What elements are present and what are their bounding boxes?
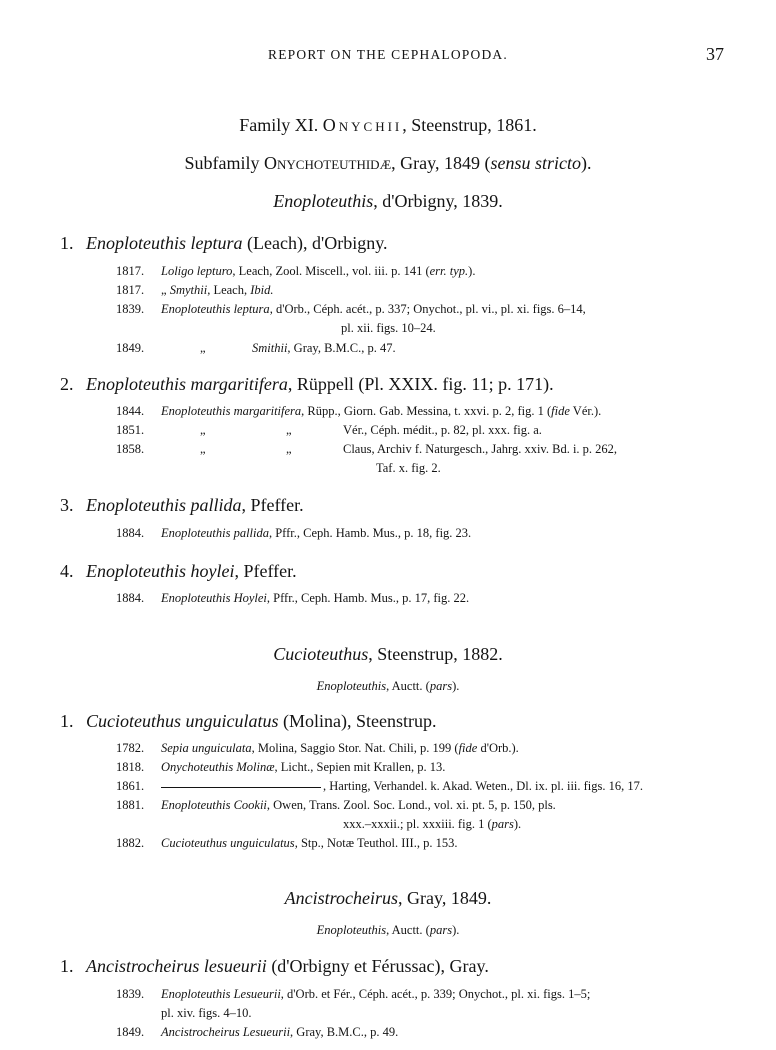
species-heading: 1. Cucioteuthus unguiculatus (Molina), Steenstrup. (60, 711, 437, 731)
reference-continuation: pl. xiv. figs. 4–10. (161, 1006, 252, 1020)
species-heading: 3. Enoploteuthis pallida, Pfeffer. (60, 495, 304, 515)
species-name: Enoploteuthis pallida (86, 495, 242, 515)
subfamily-heading: Subfamily Onychoteuthidæ, Gray, 1849 (sensu stricto). (184, 153, 592, 173)
ditto-dash (161, 787, 321, 788)
species-heading: 1. Ancistrocheirus lesueurii (d'Orbigny et Férussac), Gray. (60, 956, 489, 976)
species-name: Ancistrocheirus lesueurii (86, 956, 267, 976)
reference-continuation: Taf. x. fig. 2. (376, 461, 441, 475)
species-name: Enoploteuthis hoylei (86, 561, 235, 581)
genus-name: Cucioteuthus (273, 644, 369, 664)
species-name: Enoploteuthis margaritifera (86, 374, 288, 394)
species-heading: 2. Enoploteuthis margaritifera, Rüppell (Pl. XXIX. fig. 11; p. 171). (60, 374, 554, 394)
genus-synonym: Enoploteuthis, Auctt. (pars). (316, 923, 460, 937)
species-name: Enoploteuthis leptura (86, 233, 243, 253)
reference-continuation: xxx.–xxxii.; pl. xxxiii. fig. 1 (pars). (343, 817, 522, 831)
subfamily-name: Onychoteuthidæ (264, 153, 392, 173)
genus-synonym: Enoploteuthis, Auctt. (pars). (316, 679, 460, 693)
family-heading: Family XI. Onychii, Steenstrup, 1861. (239, 115, 537, 135)
species-heading: 4. Enoploteuthis hoylei, Pfeffer. (60, 561, 297, 581)
genus-name: Enoploteuthis (273, 191, 374, 211)
species-name: Cucioteuthus unguiculatus (86, 711, 279, 731)
species-heading: 1. Enoploteuthis leptura (Leach), d'Orbigny. (60, 233, 388, 253)
genus-heading: Ancistrocheirus, Gray, 1849. (284, 888, 492, 908)
genus-name: Ancistrocheirus (284, 888, 398, 908)
running-title: REPORT ON THE CEPHALOPODA. (268, 47, 508, 62)
genus-heading: Enoploteuthis, d'Orbigny, 1839. (273, 191, 503, 211)
reference-continuation: pl. xii. figs. 10–24. (341, 321, 436, 335)
genus-heading: Cucioteuthus, Steenstrup, 1882. (273, 644, 503, 664)
family-name: Onychii (322, 115, 403, 135)
document-page: REPORT ON THE CEPHALOPODA. 37 Family XI. Onychii, Steenstrup, 1861. Subfamily Onychoteuthidæ, Gray, 1849 (sensu stricto). Enoploteuthis, d'Orbigny, 1839. 1. Enoploteuthis leptura (Leach), d'Orbigny. 1817. Loligo lepturo, Leach, Zool. Miscell., vol. iii. p. 141 (err. typ.). 1817. „ Smythii, Leach, Ibid. 1839. Enoploteuthis leptura, d'Orb., Céph. acét., p. 337; Onychot., pl. vi., pl. xi. figs. 6–14, pl. xii. figs. 10–24. 1849. „ Smithii, Gray, B.M.C., p. 47. 2. Enoploteuthis margaritifera, Rüppell (Pl. XXIX. fig. 11; p. 171). 1844. Enoploteuthis margaritifera, Rüpp., Giorn. Gab. Messina, t. xxvi. p. 2, fig. 1 (fide Vér.). 1851. „ „ Vér., Céph. médit., p. 82, pl. xxx. fig. a. 1858. „ „ Claus, Archiv f. Naturgesch., Jahrg. xxiv. Bd. i. p. 262, Taf. x. fig. 2. 3. Enoploteuthis pallida, Pfeffer. 1884. Enoploteuthis pallida, Pffr., Ceph. Hamb. Mus., p. 18, fig. 23. 4. Enoploteuthis hoylei, Pfeffer. 1884. Enoploteuthis Hoylei, Pffr., Ceph. Hamb. Mus., p. 17, fig. 22. Cucioteuthus, Steenstrup, 1882. Enoploteuthis, Auctt. (pars). 1. Cucioteuthus unguiculatus (Molina), Steenstrup. 1782. Sepia unguiculata, Molina, Saggio Stor. Nat. Chili, p. 199 (fide d'Orb.). 1818. Onychoteuthis Molinæ, Licht., Sepien mit Krallen, p. 13. 1861. , Harting, Verhandel. k. Akad. Weten., Dl. ix. pl. iii. figs. 16, 17. 1881. Enoploteuthis Cookii, Owen, Trans. Zool. Soc. Lond., vol. xi. pt. 5, p. 150, pls. xxx.–xxxii.; pl. xxxiii. fig. 1 (pars). 1882. Cucioteuthus unguiculatus, Stp., Notæ Teuthol. III., p. 153. Ancistrocheirus, Gray, 1849. Enoploteuthis, Auctt. (pars). 1. Ancistrocheirus lesueurii (d'Orbigny et Férussac), Gray. 1839. Enoploteuthis Lesueurii, d'Orb. et Fér., Céph. acét., p. 339; Onychot., pl. xi. figs. 1–5; pl. xiv. figs. 4–10. 1849. Ancistrocheirus Lesueurii, Gray, B.M.C., p. 49. (0, 0, 776, 1050)
page-number: 37 (706, 44, 724, 64)
